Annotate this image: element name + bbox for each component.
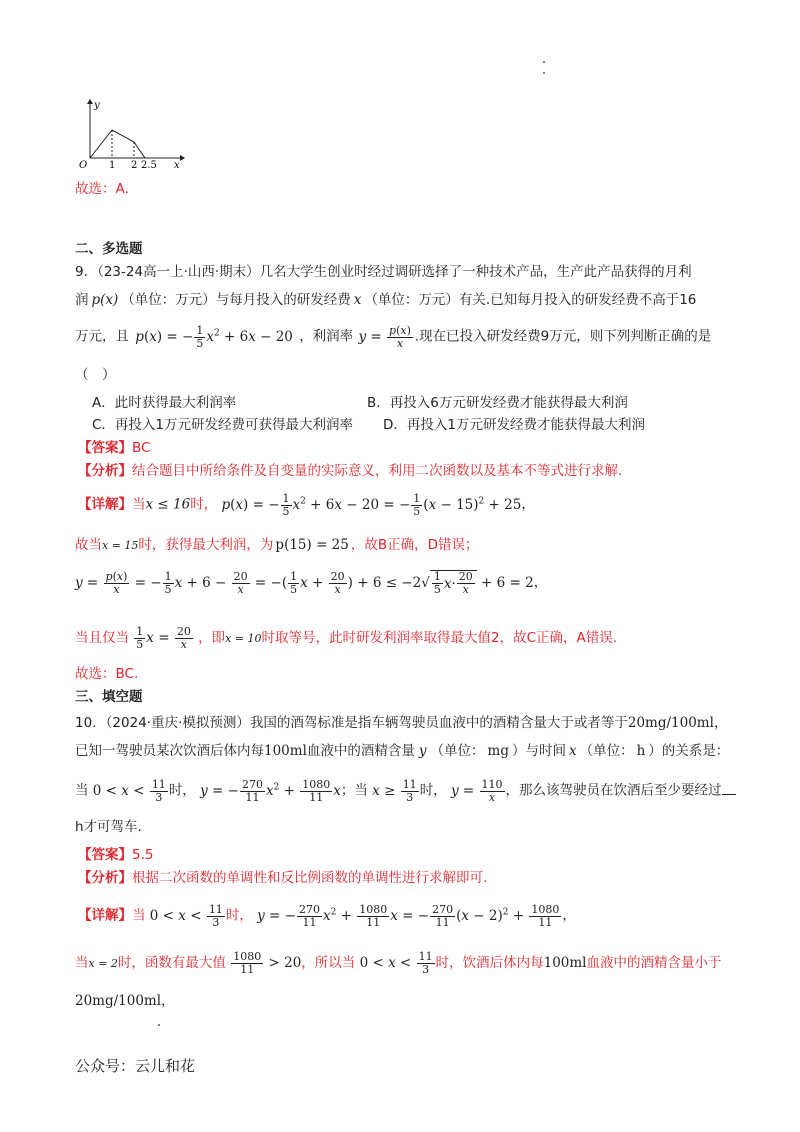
stray-dot [543, 61, 545, 63]
formula-quadratic: y = − $\frac{270}{11}$ $x^2$ + $\frac{1080}{11}$ x [200, 777, 341, 804]
option-a: A．此时获得最大利润率 [92, 395, 237, 411]
formula-interval-2: x ≥ $\frac{11}{3}$ [372, 777, 417, 804]
stray-dot [158, 1024, 160, 1026]
q10-stem-line: 10．（2024·重庆·模拟预测）我国的酒驾标准是指车辆驾驶员血液中的酒精含量大于或者等于20mg/100ml， [75, 715, 728, 731]
piecewise-function-graph [70, 96, 185, 170]
option-c: C．再投入1万元研发经费可获得最大利润率 [92, 417, 354, 433]
tick-label: 2 [131, 160, 138, 170]
q9-choice: 故选：BC. [75, 666, 139, 682]
q9-answer: 【答案】BC [78, 440, 151, 456]
x-axis-arrow [180, 155, 185, 161]
formula-interval-1: 0 < x < $\frac{11}{3}$ [149, 902, 223, 929]
answer-paren: （ ） [75, 367, 116, 383]
formula-completed-square: p(x) = − $\frac{1}{5}$ $x^2 + 6x - 20$ = − $\frac{1}{5}$ $(x - 15)^2 + 25$ [221, 491, 522, 518]
option-b: B．再投入6万元研发经费才能获得最大利润 [367, 395, 628, 411]
formula-profit-rate: y = $\frac{p(x)}{x}$ [358, 323, 411, 350]
q10-detail-line: 20mg/100ml， [75, 993, 175, 1009]
formula-interval-1: 0 < x < $\frac{11}{3}$ [359, 950, 433, 976]
y-axis-arrow [87, 99, 93, 104]
q10-stem-line: 当 0 < x < $\frac{11}{3}$ 时， y = − $\frac{270}{11}$ $x^2$ + $\frac{1080}{11}$ x；当 x ≥ $\frac{11}{3}$ 时， y = $\frac{110}{x}$ ，那么该驾驶员在饮酒后至少要经过 [75, 778, 736, 804]
stray-dot [543, 72, 545, 74]
q9-detail-line: 当且仅当 $\frac{1}{5}$ x = $\frac{20}{x}$ ，即x = 10时取等号，此时研发利润率取得最大值2，故C正确，A错误. [75, 625, 618, 651]
tick-label: 2.5 [141, 160, 157, 170]
q9-detail-line: 【详解】当x ≤ 16时， p(x) = − $\frac{1}{5}$ $x^2 + 6x - 20$ = − $\frac{1}{5}$ $(x - 15)^2 + 25$， [78, 491, 535, 518]
q10-answer: 【答案】5.5 [78, 847, 154, 863]
function-curve [90, 130, 145, 158]
q9-detail-line: 故当x = 15时，获得最大利润，为 p(15) = 25 ，故B正确，D错误； [75, 537, 479, 553]
q9-stem-line: 9．（23-24高一上·山西·期末）几名大学生创业时经过调研选择了一种技术产品，生产此产品获得的月利 [75, 264, 692, 280]
section-heading: 二、多选题 [75, 241, 143, 257]
q10-stem-line: h才可驾车. [75, 819, 142, 835]
q10-analysis: 【分析】根据二次函数的单调性和反比例函数的单调性进行求解即可. [78, 870, 488, 886]
q9-stem-line: 润 p(x) （单位：万元）与每月投入的研发经费 x （单位：万元）有关.已知每月投入的研发经费不高于16 [75, 292, 697, 308]
formula-equality: $\frac{1}{5}$ x = $\frac{20}{x}$ [136, 625, 191, 651]
formula-reciprocal: y = $\frac{110}{x}$ [450, 777, 503, 804]
formula-interval-1: 0 < x < $\frac{11}{3}$ [92, 777, 166, 804]
origin-label: O [79, 160, 88, 170]
footer-label: 公众号：云儿和花 [75, 1057, 196, 1075]
q8-choice: 故选：A． [75, 181, 139, 197]
formula-max-value: $\frac{1080}{11}$ > 20 [233, 950, 302, 976]
formula-quadratic-vertex: y = − $\frac{270}{11}$ $x^2$ + $\frac{1080}{11}$ x = − $\frac{270}{11}$ $(x - 2)^2$ + $\frac{1080}{11}$ [257, 902, 560, 929]
q9-analysis: 【分析】结合题目中所给条件及自变量的实际意义，利用二次函数以及基本不等式进行求解. [78, 463, 623, 479]
y-axis-label: y [94, 100, 100, 111]
section-heading: 三、填空题 [75, 689, 143, 705]
formula-inequality: y = $\frac{p(x)}{x}$ = − $\frac{1}{5}$ x + 6 − $\frac{20}{x}$ = −( $\frac{1}{5}$ x + $\frac{20}{x}$ ) + 6 ≤ −2√ $\frac{1}{5}$ x · $\frac{20}{x}$ + 6 = 2， [75, 569, 548, 596]
q10-detail-line: 当x = 2时，函数有最大值 $\frac{1080}{11}$ > 20，所以当 0 < x < $\frac{11}{3}$ 时，饮酒后体内每100ml血液中的酒精含量小于 [75, 950, 722, 976]
tick-label: 1 [109, 160, 116, 170]
q9-stem-line: 万元，且 p(x) = − $\frac{1}{5}$ $x^2 + 6x - 20$ ，利润率 y = $\frac{p(x)}{x}$ .现在已投入研发经费9万元，则下列判断正确的是 [75, 323, 712, 350]
option-d: D．再投入1万元研发经费才能获得最大利润 [383, 417, 645, 433]
q10-stem-line: 已知一驾驶员某次饮酒后体内每100ml血液中的酒精含量 y （单位： mg ）与时间 x （单位： h ）的关系是： [75, 743, 730, 759]
answer-blank[interactable] [722, 782, 736, 795]
formula-px: p(x) = − $\frac{1}{5}$ $x^2 + 6x - 20$ [135, 323, 293, 350]
q10-detail-line: 【详解】当 0 < x < $\frac{11}{3}$ 时， y = − $\frac{270}{11}$ $x^2$ + $\frac{1080}{11}$ x = − $\frac{270}{11}$ $(x - 2)^2$ + $\frac{1080}{11}$ ， [78, 902, 576, 929]
x-axis-label: x [174, 160, 180, 170]
